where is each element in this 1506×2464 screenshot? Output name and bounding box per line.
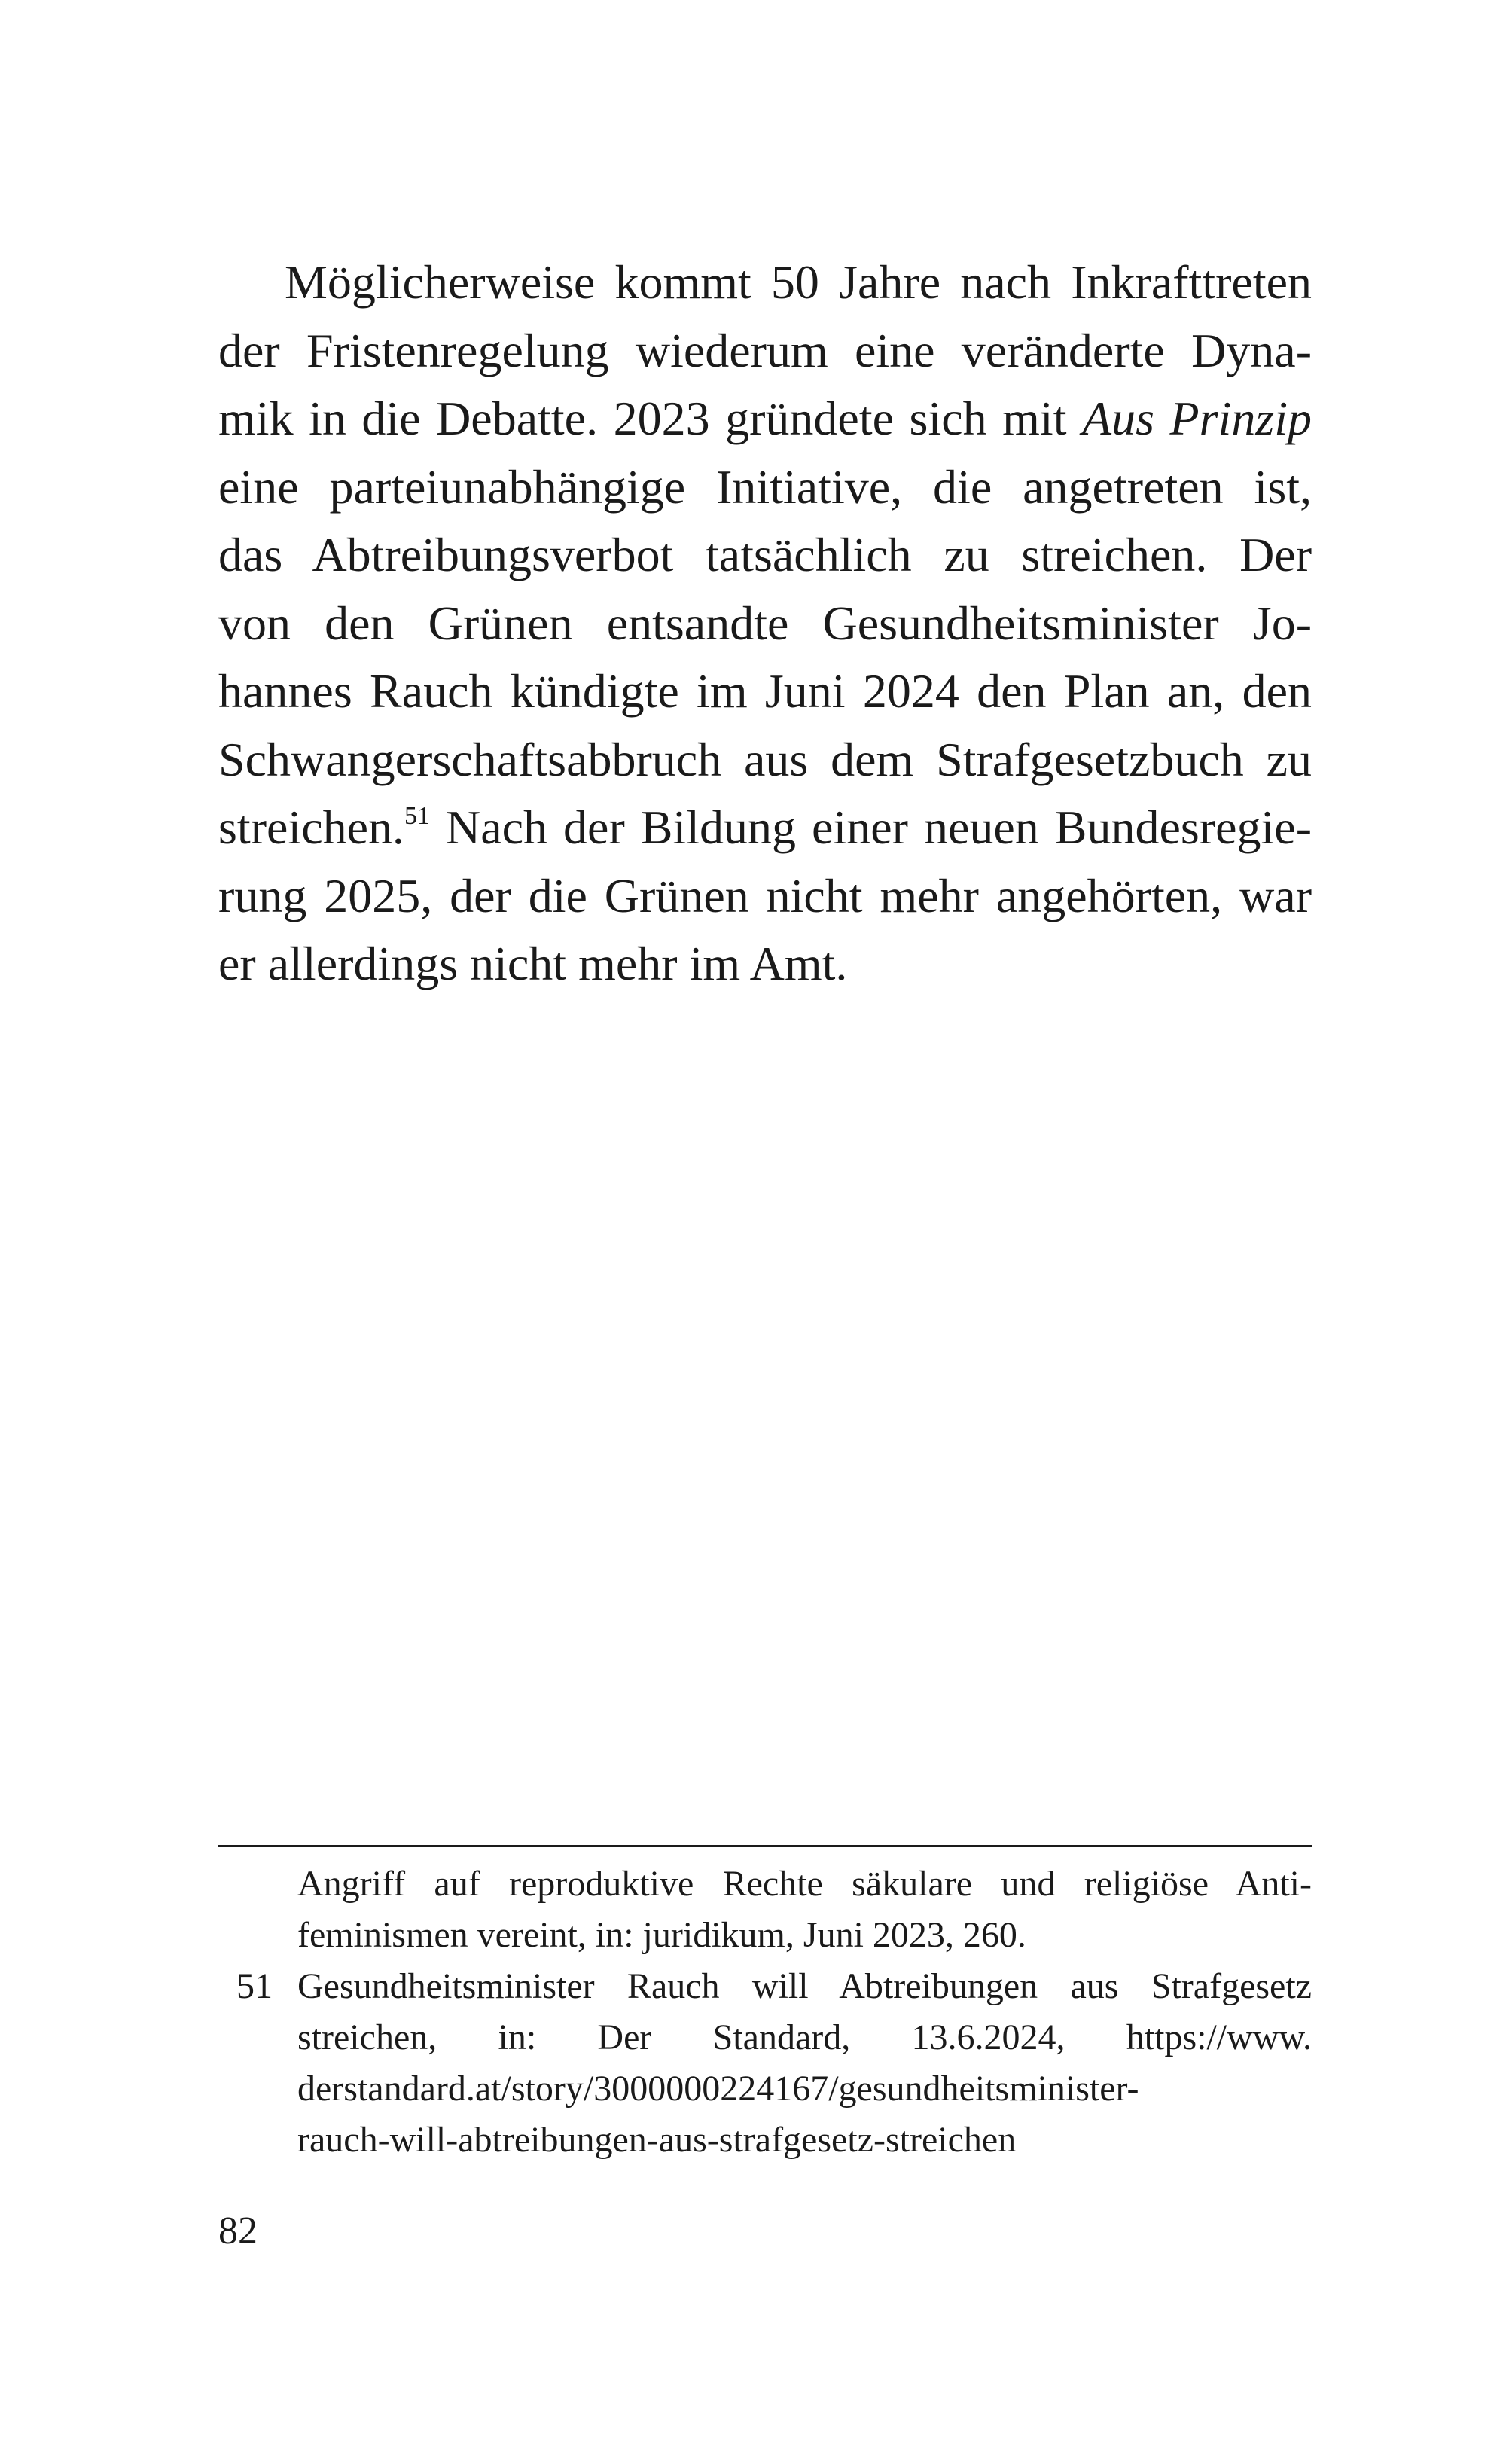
body-line-8: Schwangerschaftsabbruch aus dem Strafgesetzbuch zu: [218, 732, 1312, 786]
body-line-3: [218, 385, 1312, 453]
body-line-1: Möglicherweise kommt 50 Jahre nach Inkrafttreten: [285, 255, 1312, 309]
initiative-name: Aus Prinzip: [1082, 392, 1312, 445]
footnote-continued-line-1: Angriff auf reproduktive Rechte säkulare und religiöse Anti-: [297, 1864, 1312, 1904]
body-line-5: das Abtreibungsverbot tatsächlich zu streichen. Der: [218, 528, 1312, 581]
footnote-continued-line-2: feminismen vereint, in: juridikum, Juni 2023, 260.: [297, 1915, 1026, 1955]
body-line-4: eine parteiunabhängige Initiative, die angetreten ist,: [218, 459, 1312, 514]
page-number: 82: [218, 2209, 258, 2252]
body-line-9-start: streichen.: [218, 800, 404, 854]
body-line-3-text: mik in die Debatte. 2023 gründete sich mit: [218, 392, 1067, 445]
body-paragraph: [218, 249, 1312, 999]
body-line-9-end: Nach der Bildung einer neuen Bundesregie-: [446, 800, 1312, 854]
footnote-51-line-2[interactable]: streichen, in: Der Standard, 13.6.2024, https://www.: [297, 2017, 1312, 2057]
footnote-51: [218, 1961, 1312, 2166]
body-line-2: der Fristenregelung wiederum eine veränderte Dyna-: [218, 323, 1312, 377]
footnote-51-line-4[interactable]: rauch-will-abtreibungen-aus-strafgesetz-streichen: [297, 2120, 1017, 2160]
body-line-6: von den Grünen entsandte Gesundheitsminister Jo-: [218, 596, 1312, 650]
body-line-10: rung 2025, der die Grünen nicht mehr angehörten, war: [218, 868, 1312, 922]
body-line-9: [218, 794, 1312, 862]
body-line-7: hannes Rauch kündigte im Juni 2024 den Plan an, den: [218, 664, 1312, 718]
footnote-continued: [218, 1859, 1312, 1961]
footnote-separator: [218, 1845, 1312, 1847]
footnotes-section: [218, 1859, 1312, 2166]
footnote-number: 51: [236, 1966, 273, 2006]
footnote-reference-51[interactable]: 51: [404, 802, 430, 830]
body-line-11: er allerdings nicht mehr im Amt.: [218, 937, 848, 990]
footnote-51-line-1: Gesundheitsminister Rauch will Abtreibungen aus Strafgesetz: [297, 1966, 1312, 2006]
footnote-51-line-3[interactable]: derstandard.at/story/3000000224167/gesundheitsminister-: [297, 2069, 1139, 2109]
